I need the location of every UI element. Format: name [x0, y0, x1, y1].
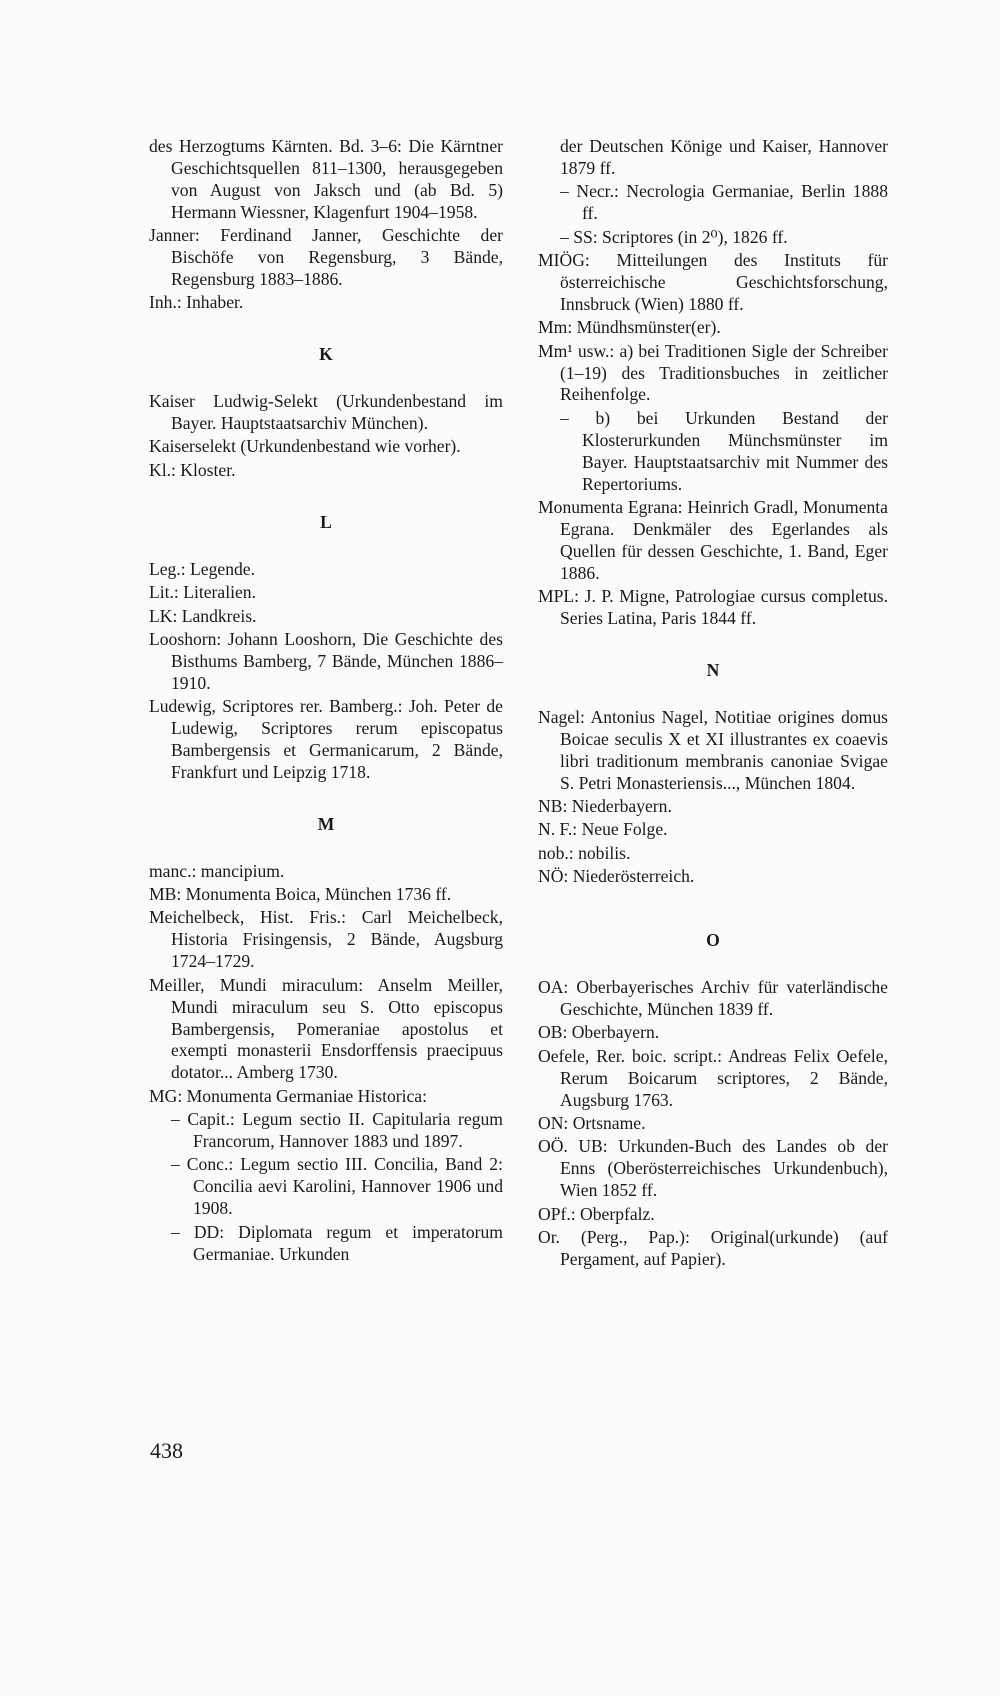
entry-janner: Janner: Ferdinand Janner, Geschichte der Bischöfe von Regensburg, 3 Bände, Regensburg 1883–1886. — [149, 225, 503, 289]
entry-nf: N. F.: Neue Folge. — [538, 819, 668, 840]
entry-mpl: MPL: J. P. Migne, Patrologiae cursus completus. Series Latina, Paris 1844 ff. — [538, 586, 888, 629]
entry-mioeg: MIÖG: Mitteilungen des Instituts für österreichische Geschichtsforschung, Innsbruck (Wien) 1880 ff. — [538, 250, 888, 314]
right-column — [538, 136, 888, 1272]
sub-entry-necr: – Necr.: Necrologia Germaniae, Berlin 1888 ff. — [560, 181, 888, 224]
entry-oefele: Oefele, Rer. boic. script.: Andreas Felix Oefele, Rerum Boicarum scriptores, 2 Bände, Augsburg 1763. — [538, 1045, 888, 1110]
entry-meichelbeck: Meichelbeck, Hist. Fris.: Carl Meichelbeck, Historia Frisingensis, 2 Bände, Augsburg 1724–1729. — [149, 907, 503, 972]
entry-ooe-ub: OÖ. UB: Urkunden-Buch des Landes ob der Enns (Oberösterreichisches Urkundenbuch), Wien 1852 ff. — [538, 1136, 888, 1201]
entry-looshorn: Looshorn: Johann Looshorn, Die Geschichte des Bisthums Bamberg, 7 Bände, München 1886–1910. — [149, 628, 503, 693]
entry-kl: Kl.: Kloster. — [149, 459, 236, 480]
entry-on: ON: Ortsname. — [538, 1112, 646, 1133]
entry-mg: MG: Monumenta Germaniae Historica: — [149, 1085, 428, 1106]
sub-entry-capit: – Capit.: Legum sectio II. Capitularia regum Francorum, Hannover 1883 und 1897. — [171, 1109, 503, 1152]
entry-mm: Mm: Mündhsmünster(er). — [538, 317, 721, 338]
entry-ob: OB: Oberbayern. — [538, 1022, 660, 1043]
entry-lit: Lit.: Literalien. — [149, 582, 256, 603]
entry-kaiserselekt: Kaiserselekt (Urkundenbestand wie vorher). — [149, 436, 461, 457]
entry-kaiser-ludwig-selekt: Kaiser Ludwig-Selekt (Urkundenbestand im Bayer. Hauptstaatsarchiv München). — [149, 391, 503, 434]
entry-inh: Inh.: Inhaber. — [149, 292, 244, 313]
entry-leg: Leg.: Legende. — [149, 558, 256, 579]
sub-entry-ss: – SS: Scriptores (in 2⁰), 1826 ff. — [560, 226, 788, 247]
entry-oa: OA: Oberbayerisches Archiv für vaterländische Geschichte, München 1839 ff. — [538, 977, 888, 1019]
entry-or: Or. (Perg., Pap.): Original(urkunde) (auf Pergament, auf Papier). — [538, 1226, 888, 1269]
section-heading-o: O — [706, 930, 720, 951]
sub-entry-mm1-b: – b) bei Urkunden Bestand der Klosterurkunden Münchsmünster im Bayer. Hauptstaatsarchiv mit Nummer des Repertoriums. — [560, 407, 888, 494]
entry-opf: OPf.: Oberpfalz. — [538, 1203, 655, 1224]
entry-noe: NÖ: Niederösterreich. — [538, 866, 695, 887]
entry-dd-continued: der Deutschen Könige und Kaiser, Hannover 1879 ff. — [560, 136, 888, 178]
page-number: 438 — [150, 1438, 183, 1463]
entry-kaernten-continued: des Herzogtums Kärnten. Bd. 3–6: Die Kärntner Geschichtsquellen 811–1300, herausgegeben von August von Jaksch und (ab Bd. 5) Hermann Wiessner, Klagenfurt 1904–1958. — [149, 136, 503, 222]
entry-meiller: Meiller, Mundi miraculum: Anselm Meiller, Mundi miraculum seu S. Otto episcopus Bambergensis, Pomeraniae apostolus et exempti monasterii Ensdorffensis praecipuus dotator... Amberg 1730. — [149, 974, 503, 1083]
left-column — [149, 136, 503, 1267]
sub-entry-conc: – Conc.: Legum sectio III. Concilia, Band 2: Concilia aevi Karolini, Hannover 1906 und 1908. — [171, 1154, 503, 1219]
entry-lk: LK: Landkreis. — [149, 605, 257, 626]
entry-ludewig: Ludewig, Scriptores rer. Bamberg.: Joh. Peter de Ludewig, Scriptores rerum episcopatus Bambergensis et Germanicarum, 2 Bände, Frankfurt und Leipzig 1718. — [149, 696, 503, 782]
section-heading-k: K — [319, 344, 333, 365]
entry-mb: MB: Monumenta Boica, München 1736 ff. — [149, 884, 452, 905]
entry-monumenta-egrana: Monumenta Egrana: Heinrich Gradl, Monumenta Egrana. Denkmäler des Egerlandes als Quellen für dessen Geschichte, 1. Band, Eger 1886. — [538, 497, 888, 583]
entry-nob: nob.: nobilis. — [538, 842, 631, 863]
entry-nb: NB: Niederbayern. — [538, 795, 672, 816]
section-heading-l: L — [320, 511, 332, 532]
entry-mm1: Mm¹ usw.: a) bei Traditionen Sigle der Schreiber (1–19) des Traditionsbuches in zeitlicher Reihenfolge. — [538, 340, 888, 405]
entry-nagel: Nagel: Antonius Nagel, Notitiae origines domus Boicae seculis X et XI illustrantes ex coaevis libri traditionum membranis canoniae Svigae S. Petri Monasteriensis..., München 1804. — [538, 706, 888, 793]
sub-entry-dd: – DD: Diplomata regum et imperatorum Germaniae. Urkunden — [171, 1221, 503, 1264]
section-heading-m: M — [317, 813, 335, 834]
section-heading-n: N — [706, 659, 720, 680]
entry-manc: manc.: mancipium. — [149, 860, 285, 881]
